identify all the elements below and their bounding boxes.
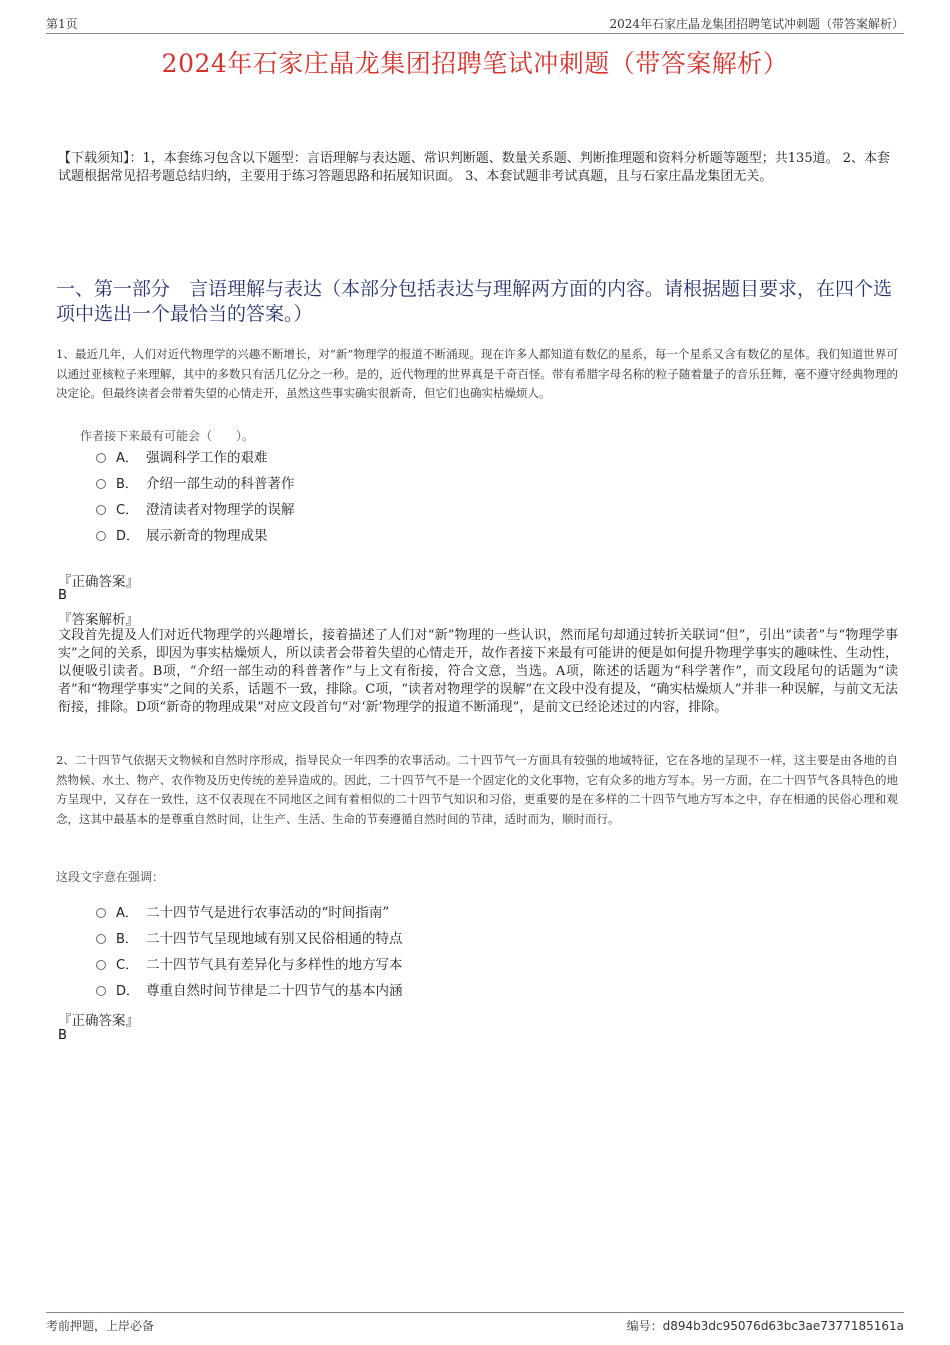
question-1-stem: 1、最近几年，人们对近代物理学的兴趣不断增长，对“新”物理学的报道不断涌现。现在许多人都知道有数亿的星系，每一个星系又含有数亿的星体。我们知道世界可以通过亚核粒子来理解，其中的多数只有活几亿分之一秒。是的，近代物理的世界真是千奇百怪。带有希腊字母名称的粒子随着量子的音乐狂舞，毫不遵守经典物理的决定论。但最终读者会带着失望的心情走开，虽然这些事实确实很新奇，但它们也确实枯燥烦人。 bbox=[56, 347, 898, 400]
question-1-analysis: 文段首先提及人们对近代物理学的兴趣增长，接着描述了人们对“新”物理的一些认识，然而尾句却通过转折关联词“但”，引出“读者”与“物理学事实”之间的关系，即因为事实枯燥烦人，所以读者会带着失望的心情走开，故作者接下来最有可能讲的便是如何提升物理学事实的趣味性、生动性，以便吸引读者。B项，“介绍一部生动的科普著作”与上文有衔接，符合文意，当选。A项，陈述的话题为“科学著作”，而文段尾句的话题为“读者”和“物理学事实”之间的关系，话题不一致，排除。C项，“读者对物理学的误解”在文段中没有提及，“确实枯燥烦人”并非一种误解，与前文无法衔接，排除。D项“新奇的物理成果”对应文段首句“对‘新’物理学的报道不断涌现”，是前文已经论述过的内容，排除。 bbox=[58, 628, 898, 715]
page-footer bbox=[46, 1312, 904, 1335]
document-code-value: d894b3dc95076d63bc3ae7377185161a bbox=[662, 1319, 904, 1333]
question-2-option-c[interactable]: C． 二十四节气具有差异化与多样性的地方写本 bbox=[96, 954, 403, 976]
footer-slogan: 考前押题，上岸必备 bbox=[46, 1319, 155, 1333]
question-2-option-b[interactable]: B． 二十四节气呈现地域有别又民俗相通的特点 bbox=[96, 928, 403, 950]
question-2-answer-label: 『正确答案』 bbox=[58, 1013, 139, 1029]
radio-icon[interactable] bbox=[96, 479, 106, 489]
section-heading: 一、第一部分 言语理解与表达（本部分包括表达与理解两方面的内容。请根据题目要求，在四个选项中选出一个最恰当的答案。） bbox=[56, 278, 893, 325]
question-2-answer: B bbox=[58, 1028, 67, 1043]
question-1-option-a[interactable]: A． 强调科学工作的艰难 bbox=[96, 447, 268, 469]
question-1-prompt: 作者接下来最有可能会（ ）。 bbox=[80, 429, 255, 443]
question-2-prompt: 这段文字意在强调： bbox=[56, 870, 165, 884]
page-title: 2024年石家庄晶龙集团招聘笔试冲刺题（带答案解析） bbox=[161, 49, 789, 78]
question-2-option-a[interactable]: A． 二十四节气是进行农事活动的“时间指南” bbox=[96, 902, 389, 924]
question-1-option-c[interactable]: C． 澄清读者对物理学的误解 bbox=[96, 499, 295, 521]
radio-icon[interactable] bbox=[96, 531, 106, 541]
question-1-answer-label: 『正确答案』 bbox=[58, 574, 139, 590]
document-code-label: 编号： bbox=[626, 1319, 663, 1333]
question-2-option-d[interactable]: D． 尊重自然时间节律是二十四节气的基本内涵 bbox=[96, 980, 403, 1002]
header-doc-title: 2024年石家庄晶龙集团招聘笔试冲刺题（带答案解析） bbox=[609, 17, 904, 31]
question-1-answer: B bbox=[58, 588, 67, 603]
question-1-analysis-label: 『答案解析』 bbox=[58, 612, 139, 628]
page-header bbox=[46, 13, 904, 34]
download-notice: 【下载须知】：1，本套练习包含以下题型：言语理解与表达题、常识判断题、数量关系题、判断推理题和资料分析题等题型；共135道。 2、本套试题根据常见招考题总结归纳，主要用于练习答题思路和拓展知识面。 3、本套试题非考试真题，且与石家庄晶龙集团无关。 bbox=[58, 151, 890, 184]
radio-icon[interactable] bbox=[96, 986, 106, 996]
radio-icon[interactable] bbox=[96, 934, 106, 944]
question-2-stem: 2、二十四节气依据天文物候和自然时序形成，指导民众一年四季的农事活动。二十四节气一方面具有较强的地域特征，它在各地的呈现不一样，这主要是由各地的自然物候、水土、物产、农作物及历史传统的差异造成的。因此，二十四节气不是一个固定化的文化事物，它有众多的地方写本。另一方面，在二十四节气各具特色的地方呈现中，又存在一致性，这不仅表现在不同地区之间有着相似的二十四节气知识和习俗，更重要的是在多样的二十四节气地方写本之中，存在相通的民俗心理和观念，这其中最基本的是尊重自然时间，让生产、生活、生命的节奏遵循自然时间的节律，适时而为，顺时而行。 bbox=[56, 753, 898, 826]
question-1-option-d[interactable]: D． 展示新奇的物理成果 bbox=[96, 525, 268, 547]
document-code bbox=[627, 1317, 904, 1334]
radio-icon[interactable] bbox=[96, 505, 106, 515]
radio-icon[interactable] bbox=[96, 960, 106, 970]
radio-icon[interactable] bbox=[96, 908, 106, 918]
radio-icon[interactable] bbox=[96, 453, 106, 463]
question-1-option-b[interactable]: B． 介绍一部生动的科普著作 bbox=[96, 473, 295, 495]
page-number: 第1页 bbox=[46, 17, 78, 31]
